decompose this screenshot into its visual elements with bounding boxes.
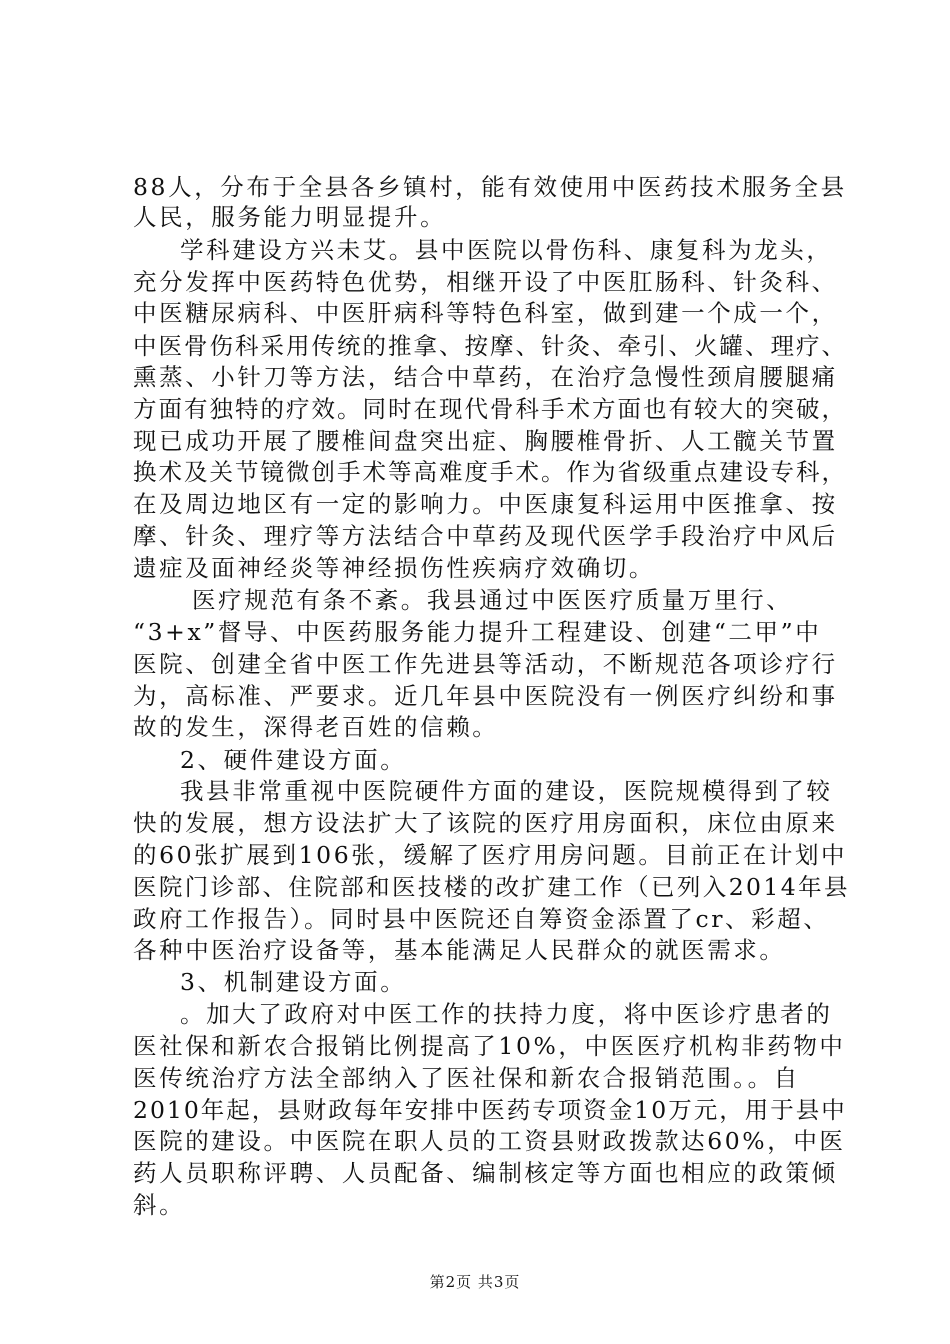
text-line: 方面有独特的疗效。同时在现代骨科手术方面也有较大的突破， <box>133 395 847 423</box>
text-line: “3+x”督导、中医药服务能力提升工程建设、创建“二甲”中 <box>133 618 822 646</box>
text-line: 2、硬件建设方面。 <box>180 746 407 774</box>
text-line: 摩、针灸、理疗等方法结合中草药及现代医学手段治疗中风后 <box>133 522 838 550</box>
text-line: 遗症及面神经炎等神经损伤性疾病疗效确切。 <box>133 554 655 582</box>
text-line: 政府工作报告）。同时县中医院还自筹资金添置了cr、彩超、 <box>133 905 830 933</box>
text-line: 医院的建设。中医院在职人员的工资县财政拨款达60%，中医 <box>133 1127 846 1155</box>
text-line: 的60张扩展到106张，缓解了医疗用房问题。目前正在计划中 <box>133 841 848 869</box>
text-line: 中医骨伤科采用传统的推拿、按摩、针灸、牵引、火罐、理疗、 <box>133 332 847 360</box>
page-number-footer: 第2页 共3页 <box>429 1273 521 1291</box>
text-line: 。加大了政府对中医工作的扶持力度，将中医诊疗患者的 <box>180 1000 833 1028</box>
text-line: 换术及关节镜微创手术等高难度手术。作为省级重点建设专科， <box>133 458 847 486</box>
text-line: 各种中医治疗设备等，基本能满足人民群众的就医需求。 <box>133 936 786 964</box>
text-line: 医社保和新农合报销比例提高了10%，中医医疗机构非药物中 <box>133 1032 846 1060</box>
text-line: 人民，服务能力明显提升。 <box>133 203 447 231</box>
text-line: 为，高标准、严要求。近几年县中医院没有一例医疗纠纷和事 <box>133 682 838 710</box>
text-line: 药人员职称评聘、人员配备、编制核定等方面也相应的政策倾 <box>133 1159 838 1187</box>
text-line: 医疗规范有条不紊。我县通过中医医疗质量万里行、 <box>192 586 793 614</box>
text-line: 医传统治疗方法全部纳入了医社保和新农合报销范围。。自 <box>133 1064 800 1092</box>
text-line: 充分发挥中医药特色优势，相继开设了中医肛肠科、针灸科、 <box>133 268 838 296</box>
text-line: 学科建设方兴未艾。县中医院以骨伤科、康复科为龙头， <box>180 236 833 264</box>
text-line: 88人，分布于全县各乡镇村，能有效使用中医药技术服务全县 <box>133 173 847 201</box>
text-line: 快的发展，想方设法扩大了该院的医疗用房面积，床位由原来 <box>133 809 838 837</box>
text-line: 我县非常重视中医院硬件方面的建设，医院规模得到了较 <box>180 777 833 805</box>
text-line: 在及周边地区有一定的影响力。中医康复科运用中医推拿、按 <box>133 490 838 518</box>
text-line: 3、机制建设方面。 <box>180 968 407 996</box>
text-line: 医院、创建全省中医工作先进县等活动，不断规范各项诊疗行 <box>133 650 838 678</box>
text-line: 2010年起，县财政每年安排中医药专项资金10万元，用于县中 <box>133 1096 847 1124</box>
text-line: 熏蒸、小针刀等方法，结合中草药，在治疗急慢性颈肩腰腿痛 <box>133 363 838 391</box>
text-line: 斜。 <box>133 1191 186 1219</box>
text-line: 故的发生，深得老百姓的信赖。 <box>133 713 499 741</box>
text-line: 现已成功开展了腰椎间盘突出症、胸腰椎骨折、人工髋关节置 <box>133 427 838 455</box>
text-line: 中医糖尿病科、中医肝病科等特色科室，做到建一个成一个， <box>133 299 838 327</box>
text-line: 医院门诊部、住院部和医技楼的改扩建工作（已列入2014年县 <box>133 873 850 901</box>
